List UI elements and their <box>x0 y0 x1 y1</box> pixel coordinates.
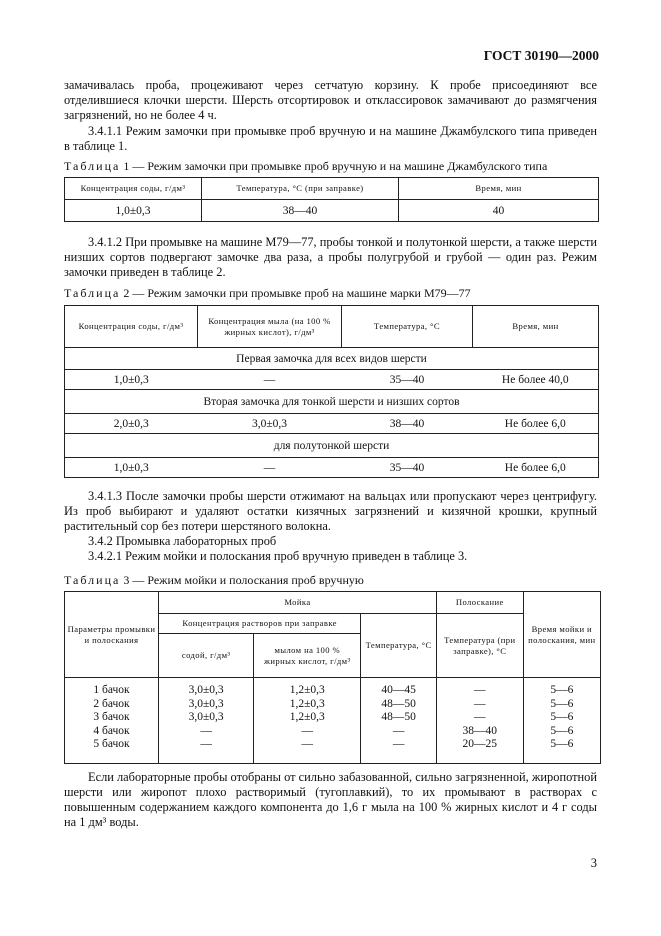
list-item: 1 бачок <box>93 684 130 696</box>
list-item: — <box>474 684 486 696</box>
list-item: 20—25 <box>462 738 498 751</box>
table2-cell: — <box>198 370 342 390</box>
table2-cell: Не более 6,0 <box>473 458 599 478</box>
table1-title: 1 — Режим замочки при промывке проб вручную и на машине Джамбулского типа <box>120 159 548 173</box>
list-item: 48—50 <box>381 711 416 724</box>
list-item: 5—6 <box>550 724 574 737</box>
table2-cell: 3,0±0,3 <box>198 414 342 434</box>
list-item: 5 бачок <box>93 738 130 751</box>
table3-col-temperature <box>361 678 437 764</box>
table2-header-time: Время, мин <box>473 306 599 348</box>
table3-caption <box>64 573 364 588</box>
table1-header-time: Время, мин <box>399 178 599 200</box>
table2-cell: 2,0±0,3 <box>65 414 198 434</box>
table2-header-soap: Концентрация мыла (на 100 % жирных кислот), г/дм³ <box>198 306 342 348</box>
table2-cell: — <box>198 458 342 478</box>
list-item: 5—6 <box>550 711 574 724</box>
list-item: 1,2±0,3 <box>289 711 325 724</box>
table3-header-soap: мылом на 100 % жирных кислот, г/дм³ <box>254 634 361 678</box>
list-item: 5—6 <box>550 697 574 710</box>
paragraph-3-4-1-2: 3.4.1.2 При промывке на машине М79—77, пробы тонкой и полутонкой шерсти, а также шерсти низших сортов подвергают замочке два раза, а пробы полугрубой и грубой — один раз. Режим замочки приведен в таблице 2. <box>64 235 597 279</box>
table3-header-rinsing: Полоскание <box>436 592 523 614</box>
table1-cell-temperature: 38—40 <box>202 200 399 222</box>
paragraph-3-4-1-1: 3.4.1.1 Режим замочки при промывке проб вручную и на машине Джамбулского типа приведен в таблице 1. <box>64 124 597 153</box>
list-item: 2 бачок <box>93 697 130 710</box>
table-2 <box>64 305 599 478</box>
table-3 <box>64 591 601 764</box>
table2-cell: 35—40 <box>342 458 473 478</box>
paragraph-concentrated-solutions: Если лабораторные пробы отобраны от сильно забазованной, сильно загрязненной, жиропотной шерсти или жиропот плохо растворимый (тугоплавкий), то их промывают в растворах с повышенным содержанием каждого компонента до 1,6 г мыла на 100 % жирных кислот и 4 г соды на 1 дм³ воды. <box>64 770 597 829</box>
table2-label: Таблица <box>64 286 121 300</box>
list-item: 1,2±0,3 <box>289 684 325 696</box>
table3-col-rinse <box>436 678 523 764</box>
table3-header-rinse-temperature: Температура (при заправке), °С <box>436 614 523 678</box>
list-item: 3,0±0,3 <box>188 684 224 696</box>
list-item: — <box>474 711 486 724</box>
table1-label: Таблица <box>64 159 121 173</box>
list-item: — <box>474 697 486 710</box>
table2-title: 2 — Режим замочки при промывке проб на машине марки М79—77 <box>120 286 471 300</box>
table3-label: Таблица <box>64 573 121 587</box>
table3-header-params: Параметры промывки и полоскания <box>65 592 159 678</box>
table1-cell-soda: 1,0±0,3 <box>65 200 202 222</box>
list-item: — <box>301 724 313 737</box>
table1-cell-time: 40 <box>399 200 599 222</box>
table3-header-temperature: Температура, °С <box>361 614 437 678</box>
table2-header-temperature: Температура, °С <box>342 306 473 348</box>
list-item: 40—45 <box>381 684 416 696</box>
paragraph-3-4-2-1: 3.4.2.1 Режим мойки и полоскания проб вручную приведен в таблице 3. <box>88 549 468 563</box>
table2-header-soda: Концентрация соды, г/дм³ <box>65 306 198 348</box>
table3-header-concentration: Концентрация растворов при заправке <box>159 614 361 634</box>
list-item: 4 бачок <box>93 724 130 737</box>
list-item: — <box>200 738 212 751</box>
list-item: — <box>200 724 212 737</box>
table1-header-temperature: Температура, °С (при заправке) <box>202 178 399 200</box>
list-item: — <box>392 724 405 737</box>
paragraph-3-4-1-3: 3.4.1.3 После замочки пробы шерсти отжимают на вальцах или пропускают через центрифугу. Из проб выбирают и удаляют остатки кизячных загрязнений и кизячной крошки, крупный растительный сор без потери шерстяного волокна. <box>64 489 597 533</box>
table2-cell: 1,0±0,3 <box>65 370 198 390</box>
table1-caption <box>64 159 547 174</box>
paragraph-continuation: замачивалась проба, процеживают через сетчатую корзину. К пробе присоединяют все отделившиеся клочки шерсти. Шерсть отсортировок и отклассировок замачивают до размягчения загрязнений, но не более 4 ч. <box>64 78 597 122</box>
table2-section-second: Вторая замочка для тонкой шерсти и низших сортов <box>65 390 599 414</box>
table3-title: 3 — Режим мойки и полоскания проб вручную <box>120 573 364 587</box>
list-item: 5—6 <box>550 684 574 696</box>
document-number: ГОСТ 30190—2000 <box>483 48 599 63</box>
table3-col-time <box>523 678 600 764</box>
list-item: — <box>301 738 313 751</box>
table3-col-tanks <box>65 678 159 764</box>
table2-cell: Не более 40,0 <box>473 370 599 390</box>
list-item: 1,2±0,3 <box>289 697 325 710</box>
table2-cell: Не более 6,0 <box>473 414 599 434</box>
table2-section-semifine: для полутонкой шерсти <box>65 434 599 458</box>
table-1 <box>64 177 599 222</box>
table3-header-washing: Мойка <box>159 592 437 614</box>
table2-section-first: Первая замочка для всех видов шерсти <box>65 348 599 370</box>
table3-col-soap <box>254 678 361 764</box>
table2-cell: 35—40 <box>342 370 473 390</box>
list-item: 48—50 <box>381 697 416 710</box>
table3-col-soda <box>159 678 254 764</box>
list-item: — <box>392 738 405 751</box>
list-item: 3 бачок <box>93 711 130 724</box>
table3-header-time: Время мойки и полоскания, мин <box>523 592 600 678</box>
page-number: 3 <box>590 856 597 870</box>
list-item: 5—6 <box>550 738 574 751</box>
table3-header-soda: содой, г/дм³ <box>159 634 254 678</box>
table2-caption <box>64 286 471 301</box>
list-item: 38—40 <box>462 724 498 737</box>
table2-cell: 38—40 <box>342 414 473 434</box>
list-item: 3,0±0,3 <box>188 697 224 710</box>
table2-cell: 1,0±0,3 <box>65 458 198 478</box>
paragraph-3-4-2: 3.4.2 Промывка лабораторных проб <box>88 534 277 548</box>
table1-header-soda: Концентрация соды, г/дм³ <box>65 178 202 200</box>
list-item: 3,0±0,3 <box>188 711 224 724</box>
